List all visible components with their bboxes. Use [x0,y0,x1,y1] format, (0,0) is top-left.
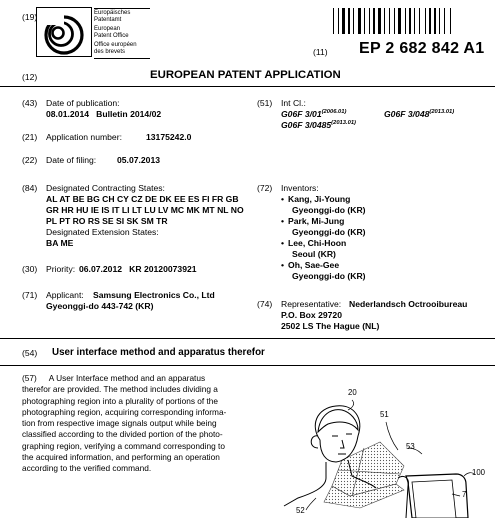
extension-states-label: Designated Extension States: [46,227,159,237]
abstract-line: photographing region, acquiring corresponding informa- [22,406,227,417]
barcode-bar [384,8,385,34]
contracting-states-line: PL PT RO RS SE SI SK SM TR [46,216,168,226]
inventor-name: • Park, Mi-Jung [281,216,344,226]
abstract-line: tion from respective image signals output while being [22,418,217,429]
barcode-bar [434,8,436,34]
barcode-bar [439,8,440,34]
priority-label: Priority: [46,264,76,274]
ref-label: 51 [380,410,389,419]
representative-address: 2502 LS The Hague (NL) [281,321,380,331]
inid-code-30: (30) [22,264,38,274]
abstract-line: graphing region, verifying a command corresponding to [22,440,225,451]
representative-address: P.O. Box 29720 [281,310,342,320]
barcode-bar [450,8,451,34]
priority-value: 06.07.2012 KR 20120073921 [79,264,197,274]
epo-logo-icon [37,8,91,56]
contracting-states-line: GR HR HU IE IS IT LI LT LU LV MC MK MT NL NO [46,205,244,215]
inid-code-22: (22) [22,155,38,165]
ref-label: 100 [472,468,486,477]
contracting-states-label: Designated Contracting States: [46,183,165,193]
inid-code-11: (11) [313,47,328,57]
barcode-bar [353,8,354,34]
barcode-bar [378,8,381,34]
inventors-label: Inventors: [281,183,319,193]
applicant-address: Gyeonggi-do 443-742 (KR) [46,301,154,311]
inid-code-21: (21) [22,132,38,142]
application-number-label: Application number: [46,132,122,142]
filing-date-value: 05.07.2013 [117,155,161,165]
int-cl-class: G06F $3/01^{(2006.01)}$ [281,109,347,119]
inventor-place: Gyeonggi-do (KR) [292,227,366,237]
inid-code-72: (72) [257,183,273,193]
office-line: Europäisches [94,10,131,16]
barcode-bar [369,8,370,34]
abstract-line: (57) A User Interface method and an apparatus [22,373,206,383]
abstract-divider [0,365,495,366]
office-line: Patent Office [94,32,129,39]
barcode-bar [429,8,431,34]
barcode-bar [364,8,365,34]
inventor-place: Gyeonggi-do (KR) [292,205,366,215]
ref-label: 53 [406,442,415,451]
inid-code-57: (57) [22,373,37,383]
epo-logo [36,7,92,57]
barcode-bar [348,8,350,34]
inid-code-19: (19) [22,12,38,22]
filing-date-label: Date of filing: [46,155,97,165]
figure-drawing [280,378,490,518]
abstract-line: therefor are provided. The method includes dividing a [22,384,218,395]
extension-states-value: BA ME [46,238,74,248]
inventor-name: • Oh, Sae-Gee [281,260,339,270]
office-name-block [94,8,150,59]
barcode-bar [425,8,426,34]
abstract [22,373,242,475]
abstract-line: classified according to the divided portion of the photo- [22,429,223,440]
office-line: Patentamt [94,16,122,23]
header-divider [0,86,495,87]
inid-code-51: (51) [257,98,273,108]
document-type: EUROPEAN PATENT APPLICATION [150,69,341,81]
barcode-bar [373,8,375,34]
abstract-line: the acquired information, and performing an operation [22,452,220,463]
barcode-bar [389,8,390,34]
barcode-bar [398,8,401,34]
inid-code-54: (54) [22,348,38,358]
ref-label: 7 [462,490,467,499]
publication-date-label: Date of publication: [46,98,120,108]
applicant-name: Samsung Electronics Co., Ltd [93,290,215,300]
inid-code-74: (74) [257,299,273,309]
drawing-figure [280,378,490,518]
barcode-bar [338,8,339,34]
barcode-bar [414,8,415,34]
office-line: Office européen [94,42,137,49]
title-divider [0,338,495,339]
inid-code-12: (12) [22,72,38,82]
representative-label: Representative: [281,299,342,309]
inid-code-84: (84) [22,183,38,193]
barcode-bar [405,8,406,34]
barcode-bar [342,8,345,34]
inventor-place: Gyeonggi-do (KR) [292,271,366,281]
applicant-label: Applicant: [46,290,84,300]
publication-number: EP 2 682 842 A1 [359,40,485,57]
office-line: European [94,26,121,33]
ref-label: 20 [348,388,357,397]
int-cl-class: G06F $3/0485^{(2013.01)}$ [281,120,356,130]
contracting-states-line: AL AT BE BG CH CY CZ DE DK EE ES FI FR GB [46,194,239,204]
int-cl-class: G06F $3/048^{(2013.01)}$ [384,109,455,119]
abstract-line: according to the verified command. [22,463,152,474]
inid-code-71: (71) [22,290,38,300]
barcode-bar [419,8,420,34]
barcode-bar [358,8,361,34]
abstract-line: photographing region into a plurality of portions of the [22,395,219,406]
ref-label: 52 [296,506,305,515]
invention-title: User interface method and apparatus therefor [52,347,265,358]
barcode-bar [394,8,395,34]
office-line: des brevets [94,48,126,55]
barcode-bar [409,8,411,34]
representative-name: Nederlandsch Octrooibureau [349,299,468,309]
barcode [333,8,473,34]
inventor-name: • Kang, Ji-Young [281,194,350,204]
publication-date-value: 08.01.2014 Bulletin 2014/02 [46,109,162,119]
inid-code-43: (43) [22,98,38,108]
hand [398,476,408,518]
inventor-place: Seoul (KR) [292,249,336,259]
barcode-bar [333,8,334,34]
barcode-bar [444,8,445,34]
application-number-value: 13175242.0 [146,132,192,142]
int-cl-label: Int Cl.: [281,98,306,108]
inventor-name: • Lee, Chi-Hoon [281,238,346,248]
